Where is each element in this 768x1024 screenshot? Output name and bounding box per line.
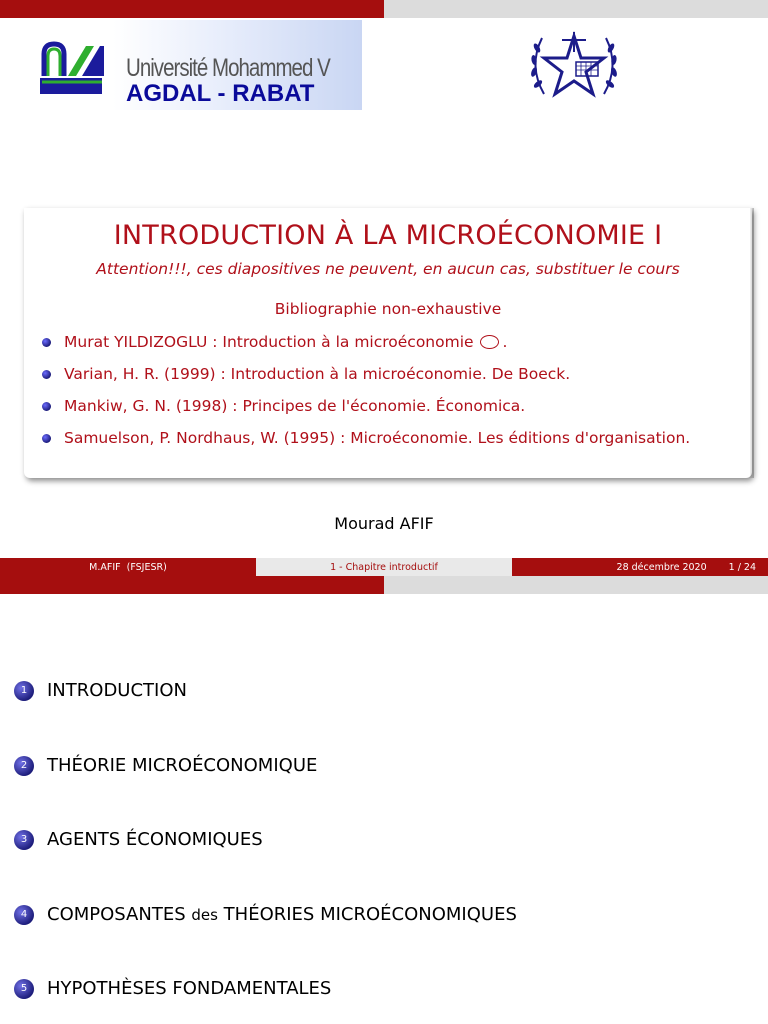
toc-item-label: THÉORIE MICROÉCONOMIQUE [47, 754, 318, 776]
toc-item-label-a: COMPOSANTES [47, 903, 186, 925]
author-name: Mourad AFIF [334, 514, 434, 533]
university-mark-icon [34, 32, 106, 98]
toc-item[interactable] [14, 755, 517, 830]
toc-number-badge: 1 [14, 681, 34, 701]
top-bar-red [0, 0, 384, 18]
bullet-icon [42, 338, 51, 347]
slide-footer [0, 558, 768, 576]
top-bar [0, 576, 768, 594]
top-bar [0, 0, 768, 18]
bibliography-item [42, 428, 690, 460]
bibliography-item-suffix: . [502, 333, 508, 351]
footer-meta [512, 558, 768, 576]
toc-item-label-c: THÉORIES MICROÉCONOMIQUES [223, 903, 517, 925]
top-bar-grey [384, 576, 768, 594]
link-circle-icon[interactable] [480, 335, 499, 349]
title-block [24, 208, 752, 478]
toc-item[interactable] [14, 978, 517, 1024]
footer-date: 28 décembre 2020 [616, 561, 707, 573]
bibliography-item [42, 364, 690, 396]
toc-number-badge: 5 [14, 979, 34, 999]
bibliography-item-text: Mankiw, G. N. (1998) : Principes de l'économie. Économica. [64, 397, 526, 415]
bibliography-item-text: Samuelson, P. Nordhaus, W. (1995) : Microéconomie. Les éditions d'organisation. [64, 429, 691, 447]
toc-item-label-b: des [191, 905, 218, 924]
presentation-subtitle: Attention!!!, ces diapositives ne peuvent, en aucun cas, substituer le cours [96, 260, 680, 278]
outline-slide [0, 576, 768, 1024]
bibliography-item [42, 396, 690, 428]
toc-item-label: AGENTS ÉCONOMIQUES [47, 829, 263, 850]
bibliography-item [42, 332, 690, 364]
footer-author: M.AFIF (FSJESR) [0, 558, 256, 576]
bibliography-heading: Bibliographie non-exhaustive [274, 300, 502, 318]
top-bar-grey [384, 0, 768, 18]
university-city: AGDAL - RABAT [126, 80, 315, 107]
faculty-emblem-icon [524, 22, 624, 108]
toc-number-badge: 2 [14, 756, 34, 776]
bullet-icon [42, 370, 51, 379]
university-logo [30, 20, 362, 110]
toc-number-badge: 3 [14, 830, 34, 850]
bullet-icon [42, 402, 51, 411]
footer-section: 1 - Chapitre introductif [256, 558, 512, 576]
toc-item[interactable] [14, 680, 517, 755]
table-of-contents [14, 680, 517, 1024]
footer-page: 1 / 24 [728, 561, 756, 573]
university-name: Université Mohammed V [126, 54, 330, 82]
presentation-title: INTRODUCTION À LA MICROÉCONOMIE I [113, 220, 663, 251]
top-bar-red [0, 576, 384, 594]
bibliography-item-text: Murat YILDIZOGLU : Introduction à la microéconomie [64, 333, 474, 351]
bibliography-item-text: Varian, H. R. (1999) : Introduction à la microéconomie. De Boeck. [64, 365, 571, 383]
bullet-icon [42, 434, 51, 443]
toc-number-badge: 4 [14, 905, 34, 925]
toc-item-label: HYPOTHÈSES FONDAMENTALES [47, 978, 332, 999]
toc-item[interactable] [14, 904, 517, 979]
toc-item-label: INTRODUCTION [47, 680, 187, 701]
toc-item[interactable] [14, 829, 517, 904]
bibliography-list [42, 332, 690, 460]
